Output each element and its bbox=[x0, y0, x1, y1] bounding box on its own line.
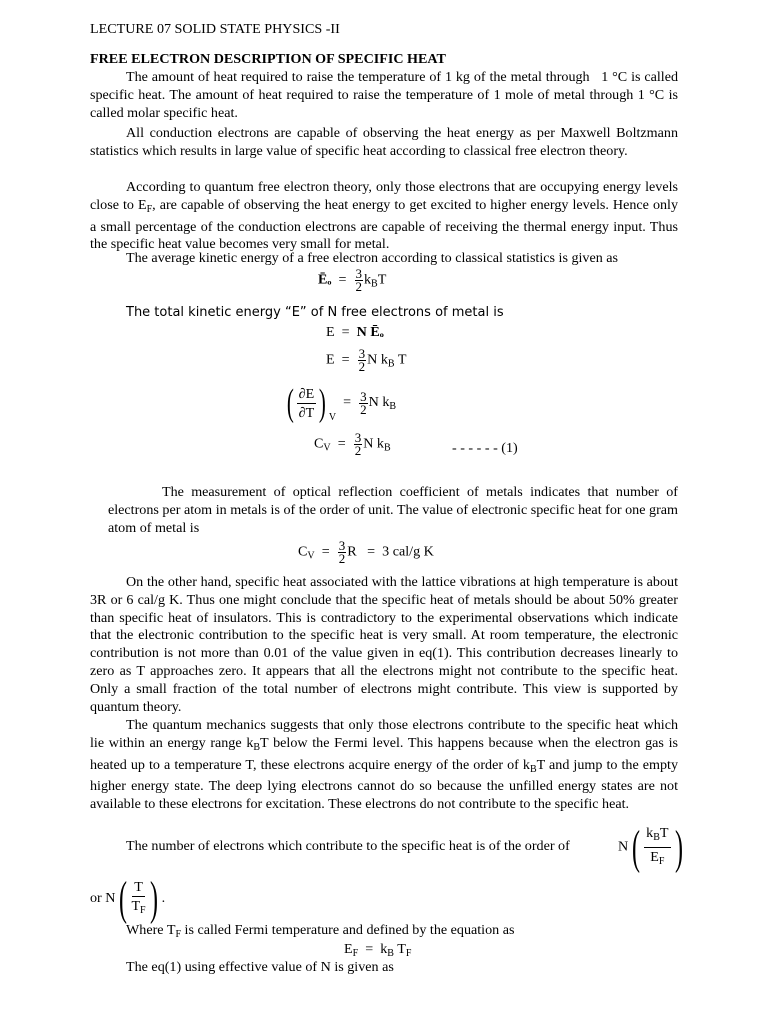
fraction: $\frac{3}{2}$ bbox=[354, 430, 362, 458]
paragraph-quantum-mechanics: The quantum mechanics suggests that only those electrons contribute to the specific heat which lie within an energy range $k_BT$ below the Fermi level. This happens because when the electron gas is heated up to a temperature T, these electrons acquire energy of the order of $k_BT$ and jump to the empty higher energy state. The deep lying electrons cannot do so because the unfilled energy states are not available to these electrons for excitation. These electrons do not contribute to the specific heat. bbox=[90, 717, 678, 813]
fraction: $\frac{3}{2}$ bbox=[355, 266, 362, 294]
derivative-fraction: $\frac{\partial E}{\partial T}$ bbox=[298, 385, 315, 421]
paragraph-effective-n: The eq(1) using effective value of N is given as bbox=[126, 959, 394, 975]
equation-cv-r: $C_V$ = $\frac{3}{2}$ R = 3 cal/g K bbox=[298, 538, 434, 566]
paragraph-lattice-vibrations: On the other hand, specific heat associated with the lattice vibrations at high temperature is about 3R or 6 cal/g K. Thus one might conclude that the specific heat of metals should be about 50% greater than specific heat of insulators. This is contradictory to the experimental observations which indicate that the electronic contribution to the specific heat is very small. At room temperature, the electronic contribution is not more than 0.01 of the value given in eq(1). This contribution decreases linearly to zero as T approaches zero. It appears that all the electrons might not contribute to the specific heat. Only a small fraction of the total number of electrons might contribute. This view is supported by quantum theory. bbox=[90, 574, 678, 715]
fraction: $\frac{3}{2}$ bbox=[358, 346, 366, 374]
equation-total-energy: E = N Ēₒ bbox=[326, 324, 384, 340]
paragraph-specific-heat-definition: The amount of heat required to raise the temperature of 1 kg of the metal through 1 °C is called specific heat. The amount of heat required to raise the temperature of 1 mole of metal through 1 °C is called molar specific heat. bbox=[90, 69, 678, 121]
fraction: $\frac{3}{2}$ bbox=[360, 388, 367, 417]
paragraph-total-ke-intro: The total kinetic energy “E” of N free electrons of metal is bbox=[126, 305, 504, 320]
paragraph-fermi-temperature: Where $T_F$ is called Fermi temperature and defined by the equation as bbox=[126, 922, 515, 940]
equation-fermi-energy: $E_F = k_B$ $T_F$ bbox=[344, 941, 412, 959]
fraction: $k_BT$ $E_F$ bbox=[646, 825, 669, 867]
paragraph-average-ke-intro: The average kinetic energy of a free electron according to classical statistics is given as bbox=[126, 250, 619, 266]
section-title: FREE ELECTRON DESCRIPTION OF SPECIFIC HEAT bbox=[90, 51, 446, 67]
paragraph-classical-theory: All conduction electrons are capable of observing the heat energy as per Maxwell Boltzmann statistics which results in large value of specific heat according to classical free electron theory. bbox=[90, 125, 678, 159]
equation-order-t-tf: or N( $\frac{T}{T_F}$ ) . bbox=[90, 872, 166, 925]
equation-number-label: - - - - - - (1) bbox=[452, 440, 518, 456]
equation-cv-1: $C_V$ = $\frac{3}{2}$ N $k_B$ bbox=[314, 430, 391, 458]
equation-energy-derivative: ( $\frac{\partial E}{\partial T}$ ) $_V$ = $\frac{3}{2}$ N $k_B$ bbox=[286, 382, 397, 424]
fraction: $\frac{3}{2}$ bbox=[338, 538, 346, 566]
fraction: $\frac{T}{T_F}$ bbox=[131, 879, 146, 916]
equation-order-kbt-ef: N( $k_BT$ $E_F$ ) bbox=[618, 820, 683, 874]
paragraph-optical-reflection: The measurement of optical reflection coefficient of metals indicates that number of electrons per atom in metals is of the order of unit. The value of electronic specific heat for one gram atom of metal is bbox=[108, 484, 678, 536]
equation-total-energy-expanded: E = $\frac{3}{2}$ N $k_B$ T bbox=[326, 346, 407, 374]
paragraph-order-of-electrons: The number of electrons which contribute to the specific heat is of the order of bbox=[126, 838, 570, 854]
equation-average-kinetic-energy: Ēₒ = $\frac{3}{2}$ $k_BT$ bbox=[318, 266, 387, 294]
lecture-heading: LECTURE 07 SOLID STATE PHYSICS -II bbox=[90, 21, 340, 37]
paragraph-quantum-theory: According to quantum free electron theory, only those electrons that are occupying energy levels close to $E_F$, are capable of observing the heat energy to get excited to higher energy levels. Hence only a small percentage of the conduction electrons are capable of receiving the thermal energy input. Thus the specific heat value becomes very small for metal. bbox=[90, 179, 678, 253]
